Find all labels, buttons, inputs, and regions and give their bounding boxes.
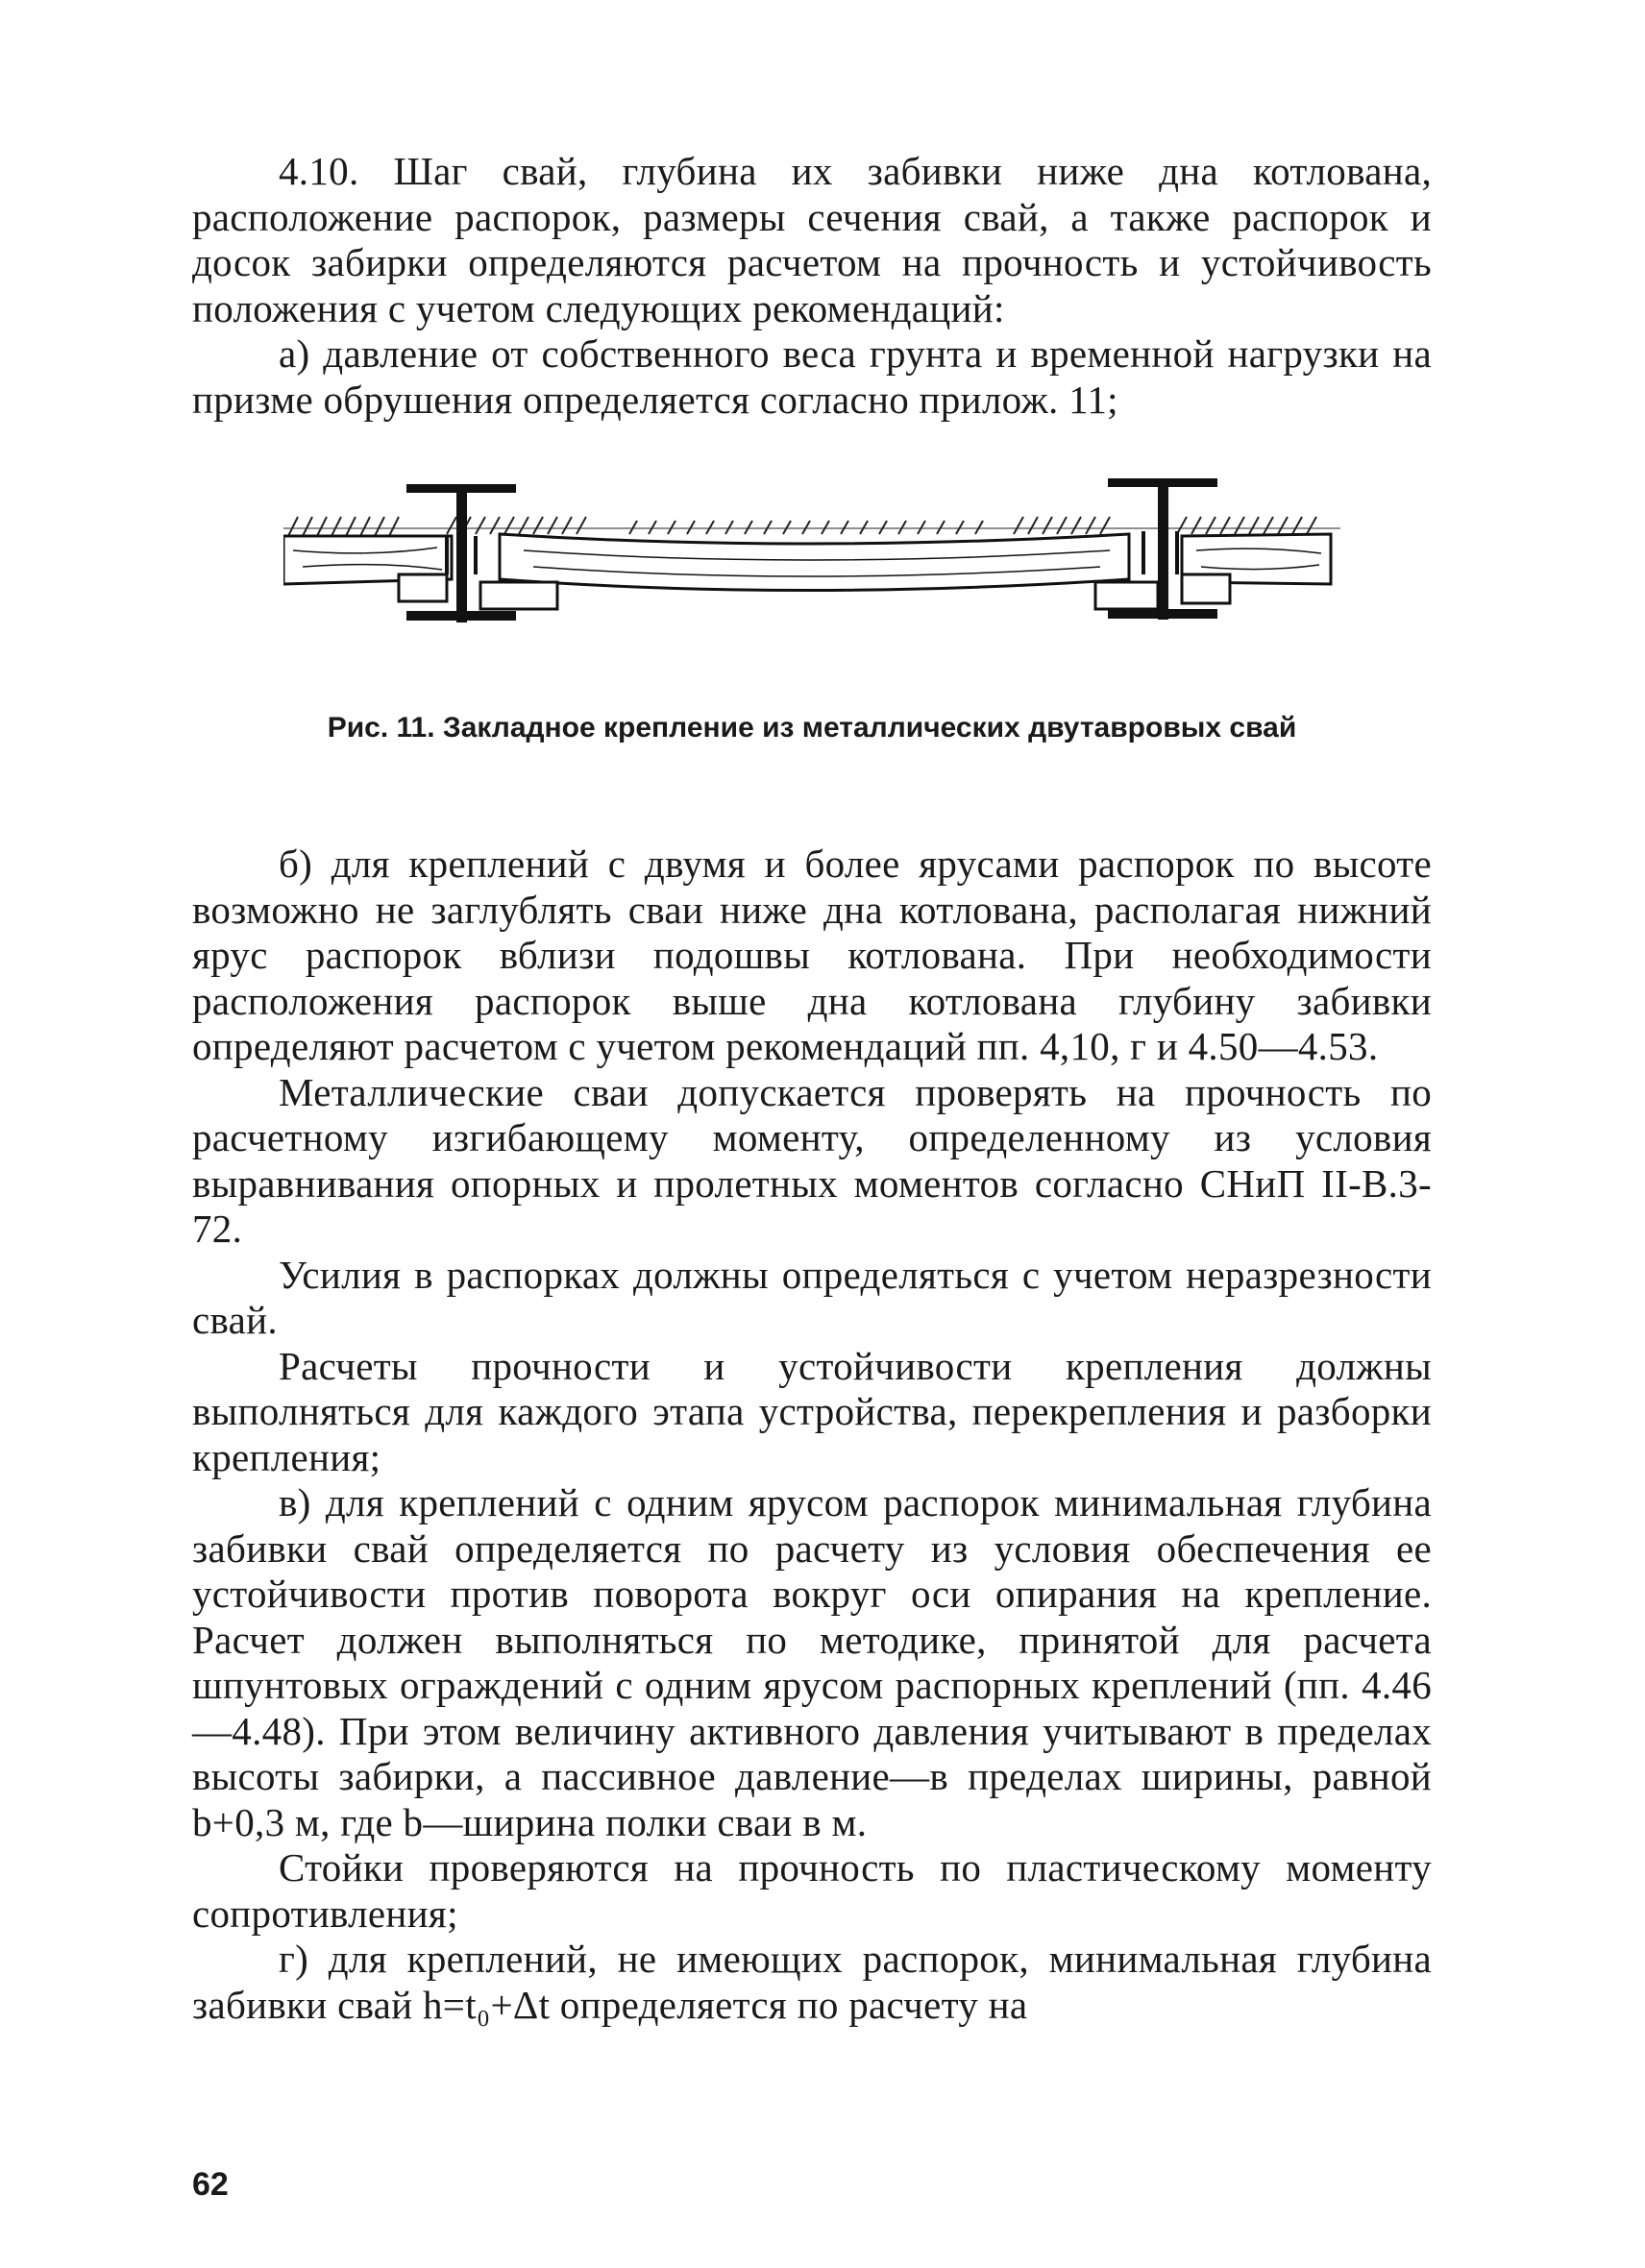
pile-fastening-diagram [283,478,1340,651]
ground-hatch [283,517,1340,536]
paragraph-metal-piles: Металлические сваи допускается проверять на прочность по расчетному изгибающему моменту, определенному из условия выравнивания опорных и пролетных моментов согласно СНиП II-В.3-72. [192,1069,1432,1251]
paragraph-a: а) давление от собственного веса грунта и временной нагрузки на призме обрушения определяется согласно прилож. 11; [192,331,1432,422]
paragraph-g: г) для креплений, не имеющих распорок, минимальная глубина забивки свай h=t₀+Δt определяется по расчету на [192,1937,1432,2027]
figure-caption: Рис. 11. Закладное крепление из металлических двутавровых свай [327,712,1297,744]
paragraph-strut-forces: Усилия в распорках должны определяться с учетом неразрезности свай. [192,1252,1432,1342]
paragraph-calculations: Расчеты прочности и устойчивости крепления должны выполняться для каждого этапа устройства, перекрепления и разборки крепления; [192,1343,1432,1479]
paragraph-v: в) для креплений с одним ярусом распорок минимальная глубина забивки свай определяется по расчету из условия обеспечения ее устойчивости против поворота вокруг оси опирания на крепление. Расчет должен выполняться по методике, принятой для расчета шпунтовых ограждений с одним ярусом распорных креплений (пп. 4.46—4.48). При этом величину активного давления учитывают в пределах высоты забирки, а пассивное давление—в пределах ширины, равной b+0,3 м, где b—ширина полки сваи в м. [192,1480,1432,1844]
page-content [192,149,1432,2028]
paragraph-b: б) для креплений с двумя и более ярусами распорок по высоте возможно не заглублять сваи ниже дна котлована, располагая нижний ярус распорок вблизи подошвы котлована. При необходимости расположения распорок выше дна котлована глубину забивки определяют расчетом с учетом рекомендаций пп. 4,10, г и 4.50—4.53. [192,841,1432,1068]
page-number: 62 [192,2166,229,2203]
paragraph-posts: Стойки проверяются на прочность по пластическому моменту сопротивления; [192,1845,1432,1936]
paragraph-4-10: 4.10. Шаг свай, глубина их забивки ниже дна котлована, расположение распорок, размеры сечения свай, а также распорок и досок забирки определяются расчетом на прочность и устойчивость положения с учетом следующих рекомендаций: [192,149,1432,330]
figure-11 [192,478,1432,651]
